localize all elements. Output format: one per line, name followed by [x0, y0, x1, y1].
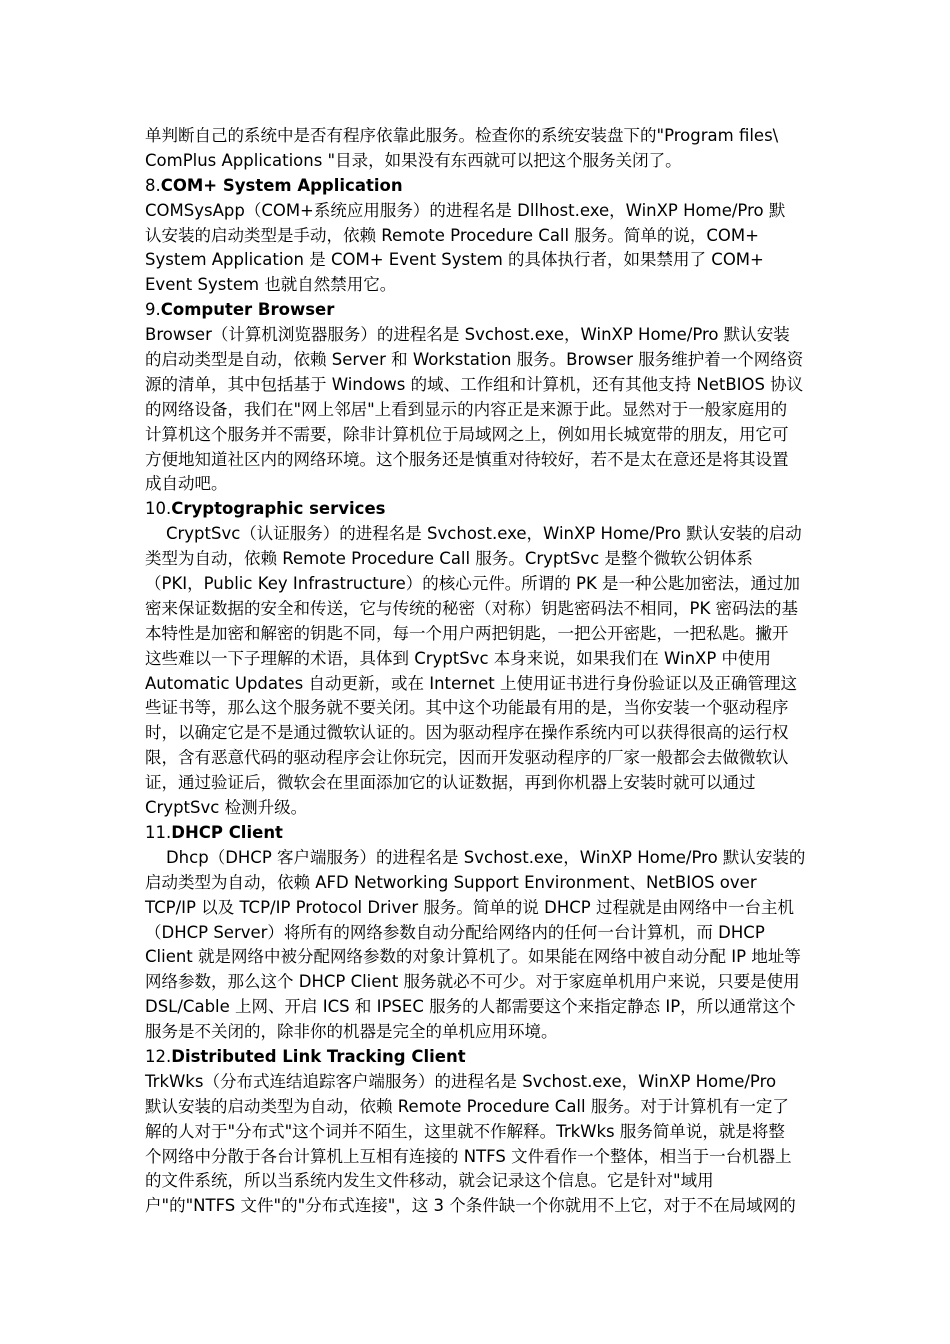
body-text-line: 单判断自己的系统中是否有程序依靠此服务。检查你的系统安装盘下的"Program files\	[145, 126, 779, 145]
body-text-line: （PKI，Public Key Infrastructure）的核心元件。所谓的 PK 是一种公匙加密法，通过加	[145, 574, 801, 594]
body-text-line: CryptSvc 检测升级。	[145, 798, 308, 818]
body-text-line: 些证书等，那么这个服务就不要关闭。其中这个功能最有用的是，当你安装一个驱动程序	[145, 698, 789, 718]
body-text-line: Browser（计算机浏览器服务）的进程名是 Svchost.exe，WinXP Home/Pro 默认安装	[145, 325, 790, 345]
body-text-line: 方便地知道社区内的网络环境。这个服务还是慎重对待较好，若不是太在意还是将其设置	[145, 449, 789, 469]
body-text-line: 类型为自动，依赖 Remote Procedure Call 服务。CryptSvc 是整个微软公钥体系	[145, 549, 753, 569]
body-text-line: ComPlus Applications "目录，如果没有东西就可以把这个服务关闭了。	[145, 150, 682, 170]
body-text-line: TCP/IP 以及 TCP/IP Protocol Driver 服务。简单的说 DHCP 过程就是由网络中一台主机	[145, 897, 794, 917]
section-number: 12.	[145, 1046, 172, 1066]
body-text-line: 这些难以一下子理解的术语，具体到 CryptSvc 本身来说，如果我们在 WinXP 中使用	[145, 648, 772, 668]
body-text-line: 启动类型为自动，依赖 AFD Networking Support Environment、NetBIOS over	[145, 872, 757, 892]
document-page	[145, 124, 810, 1219]
section-heading	[145, 298, 810, 323]
body-text-line: TrkWks（分布式连结追踪客户端服务）的进程名是 Svchost.exe，WinXP Home/Pro	[145, 1071, 777, 1091]
body-text-line: 密来保证数据的安全和传送，它与传统的秘密（对称）钥匙密码法不相同，PK 密码法的基	[145, 598, 799, 618]
section-title: Computer Browser	[160, 300, 335, 320]
section-title: Distributed Link Tracking Client	[171, 1046, 466, 1066]
section-title: DHCP Client	[171, 822, 283, 842]
body-text-line: Client 就是网络中被分配网络参数的对象计算机了。如果能在网络中被自动分配 IP 地址等	[145, 947, 801, 967]
body-text-line: （DHCP Server）将所有的网络参数自动分配给网络内的任何一台计算机，而 DHCP	[145, 922, 765, 942]
body-text-line: CryptSvc（认证服务）的进程名是 Svchost.exe，WinXP Home/Pro 默认安装的启动	[145, 524, 802, 544]
section-title: Cryptographic services	[171, 499, 386, 519]
body-text-line: 时，以确定它是不是通过微软认证的。因为驱动程序在操作系统内可以获得很高的运行权	[145, 723, 789, 743]
body-text-line: 计算机这个服务并不需要，除非计算机位于局域网之上，例如用长城宽带的朋友，用它可	[145, 424, 789, 444]
body-text-line: 的启动类型是自动，依赖 Server 和 Workstation 服务。Browser 服务维护着一个网络资	[145, 350, 804, 370]
section-number: 8.	[145, 175, 161, 195]
body-text-line: 户"的"NTFS 文件"的"分布式连接"，这 3 个条件缺一个你就用不上它，对于不在局域网的	[145, 1196, 796, 1216]
section-number: 10.	[145, 499, 172, 519]
body-text-line: 认安装的启动类型是手动，依赖 Remote Procedure Call 服务。简单的说，COM+	[145, 225, 759, 245]
section-title: COM+ System Application	[160, 175, 403, 195]
section-number: 9.	[145, 300, 161, 320]
body-text-line: 的文件系统，所以当系统内发生文件移动，就会记录这个信息。它是针对"域用	[145, 1171, 714, 1191]
section-heading	[145, 497, 810, 522]
body-text-line: DSL/Cable 上网、开启 ICS 和 IPSEC 服务的人都需要这个来指定静态 IP，所以通常这个	[145, 997, 796, 1017]
section-heading	[145, 1045, 810, 1070]
body-text-line: 网络参数，那么这个 DHCP Client 服务就必不可少。对于家庭单机用户来说，只要是使用	[145, 972, 800, 992]
body-text-line: 默认安装的启动类型为自动，依赖 Remote Procedure Call 服务。对于计算机有一定了	[145, 1096, 789, 1116]
section-heading	[145, 174, 810, 199]
body-text-line: Automatic Updates 自动更新，或在 Internet 上使用证书进行身份验证以及正确管理这	[145, 673, 797, 693]
body-text-line: 解的人对于"分布式"这个词并不陌生，这里就不作解释。TrkWks 服务简单说，就是将整	[145, 1121, 785, 1141]
body-text-line: 成自动吧。	[145, 474, 228, 494]
body-text-line: 个网络中分散于各台计算机上互相有连接的 NTFS 文件看作一个整体，相当于一台机器上	[145, 1146, 792, 1166]
body-text-line: Event System 也就自然禁用它。	[145, 275, 397, 295]
section-heading	[145, 821, 810, 846]
section-number: 11.	[145, 822, 172, 842]
body-text-line: 服务是不关闭的，除非你的机器是完全的单机应用环境。	[145, 1022, 558, 1042]
body-text-line: System Application 是 COM+ Event System 的具体执行者，如果禁用了 COM+	[145, 250, 764, 270]
body-text-line: 证，通过验证后，微软会在里面添加它的认证数据，再到你机器上安装时就可以通过	[145, 773, 756, 793]
body-text-line: 源的清单，其中包括基于 Windows 的域、工作组和计算机，还有其他支持 NetBIOS 协议	[145, 374, 804, 394]
body-text-line: 的网络设备，我们在"网上邻居"上看到显示的内容正是来源于此。显然对于一般家庭用的	[145, 399, 788, 419]
body-text-line: COMSysApp（COM+系统应用服务）的进程名是 Dllhost.exe，WinXP Home/Pro 默	[145, 200, 786, 220]
body-text-line: Dhcp（DHCP 客户端服务）的进程名是 Svchost.exe，WinXP Home/Pro 默认安装的	[145, 847, 806, 867]
body-text-line: 本特性是加密和解密的钥匙不同，每一个用户两把钥匙，一把公开密匙，一把私匙。撇开	[145, 623, 789, 643]
body-text-line: 限，含有恶意代码的驱动程序会让你玩完，因而开发驱动程序的厂家一般都会去做微软认	[145, 748, 789, 768]
